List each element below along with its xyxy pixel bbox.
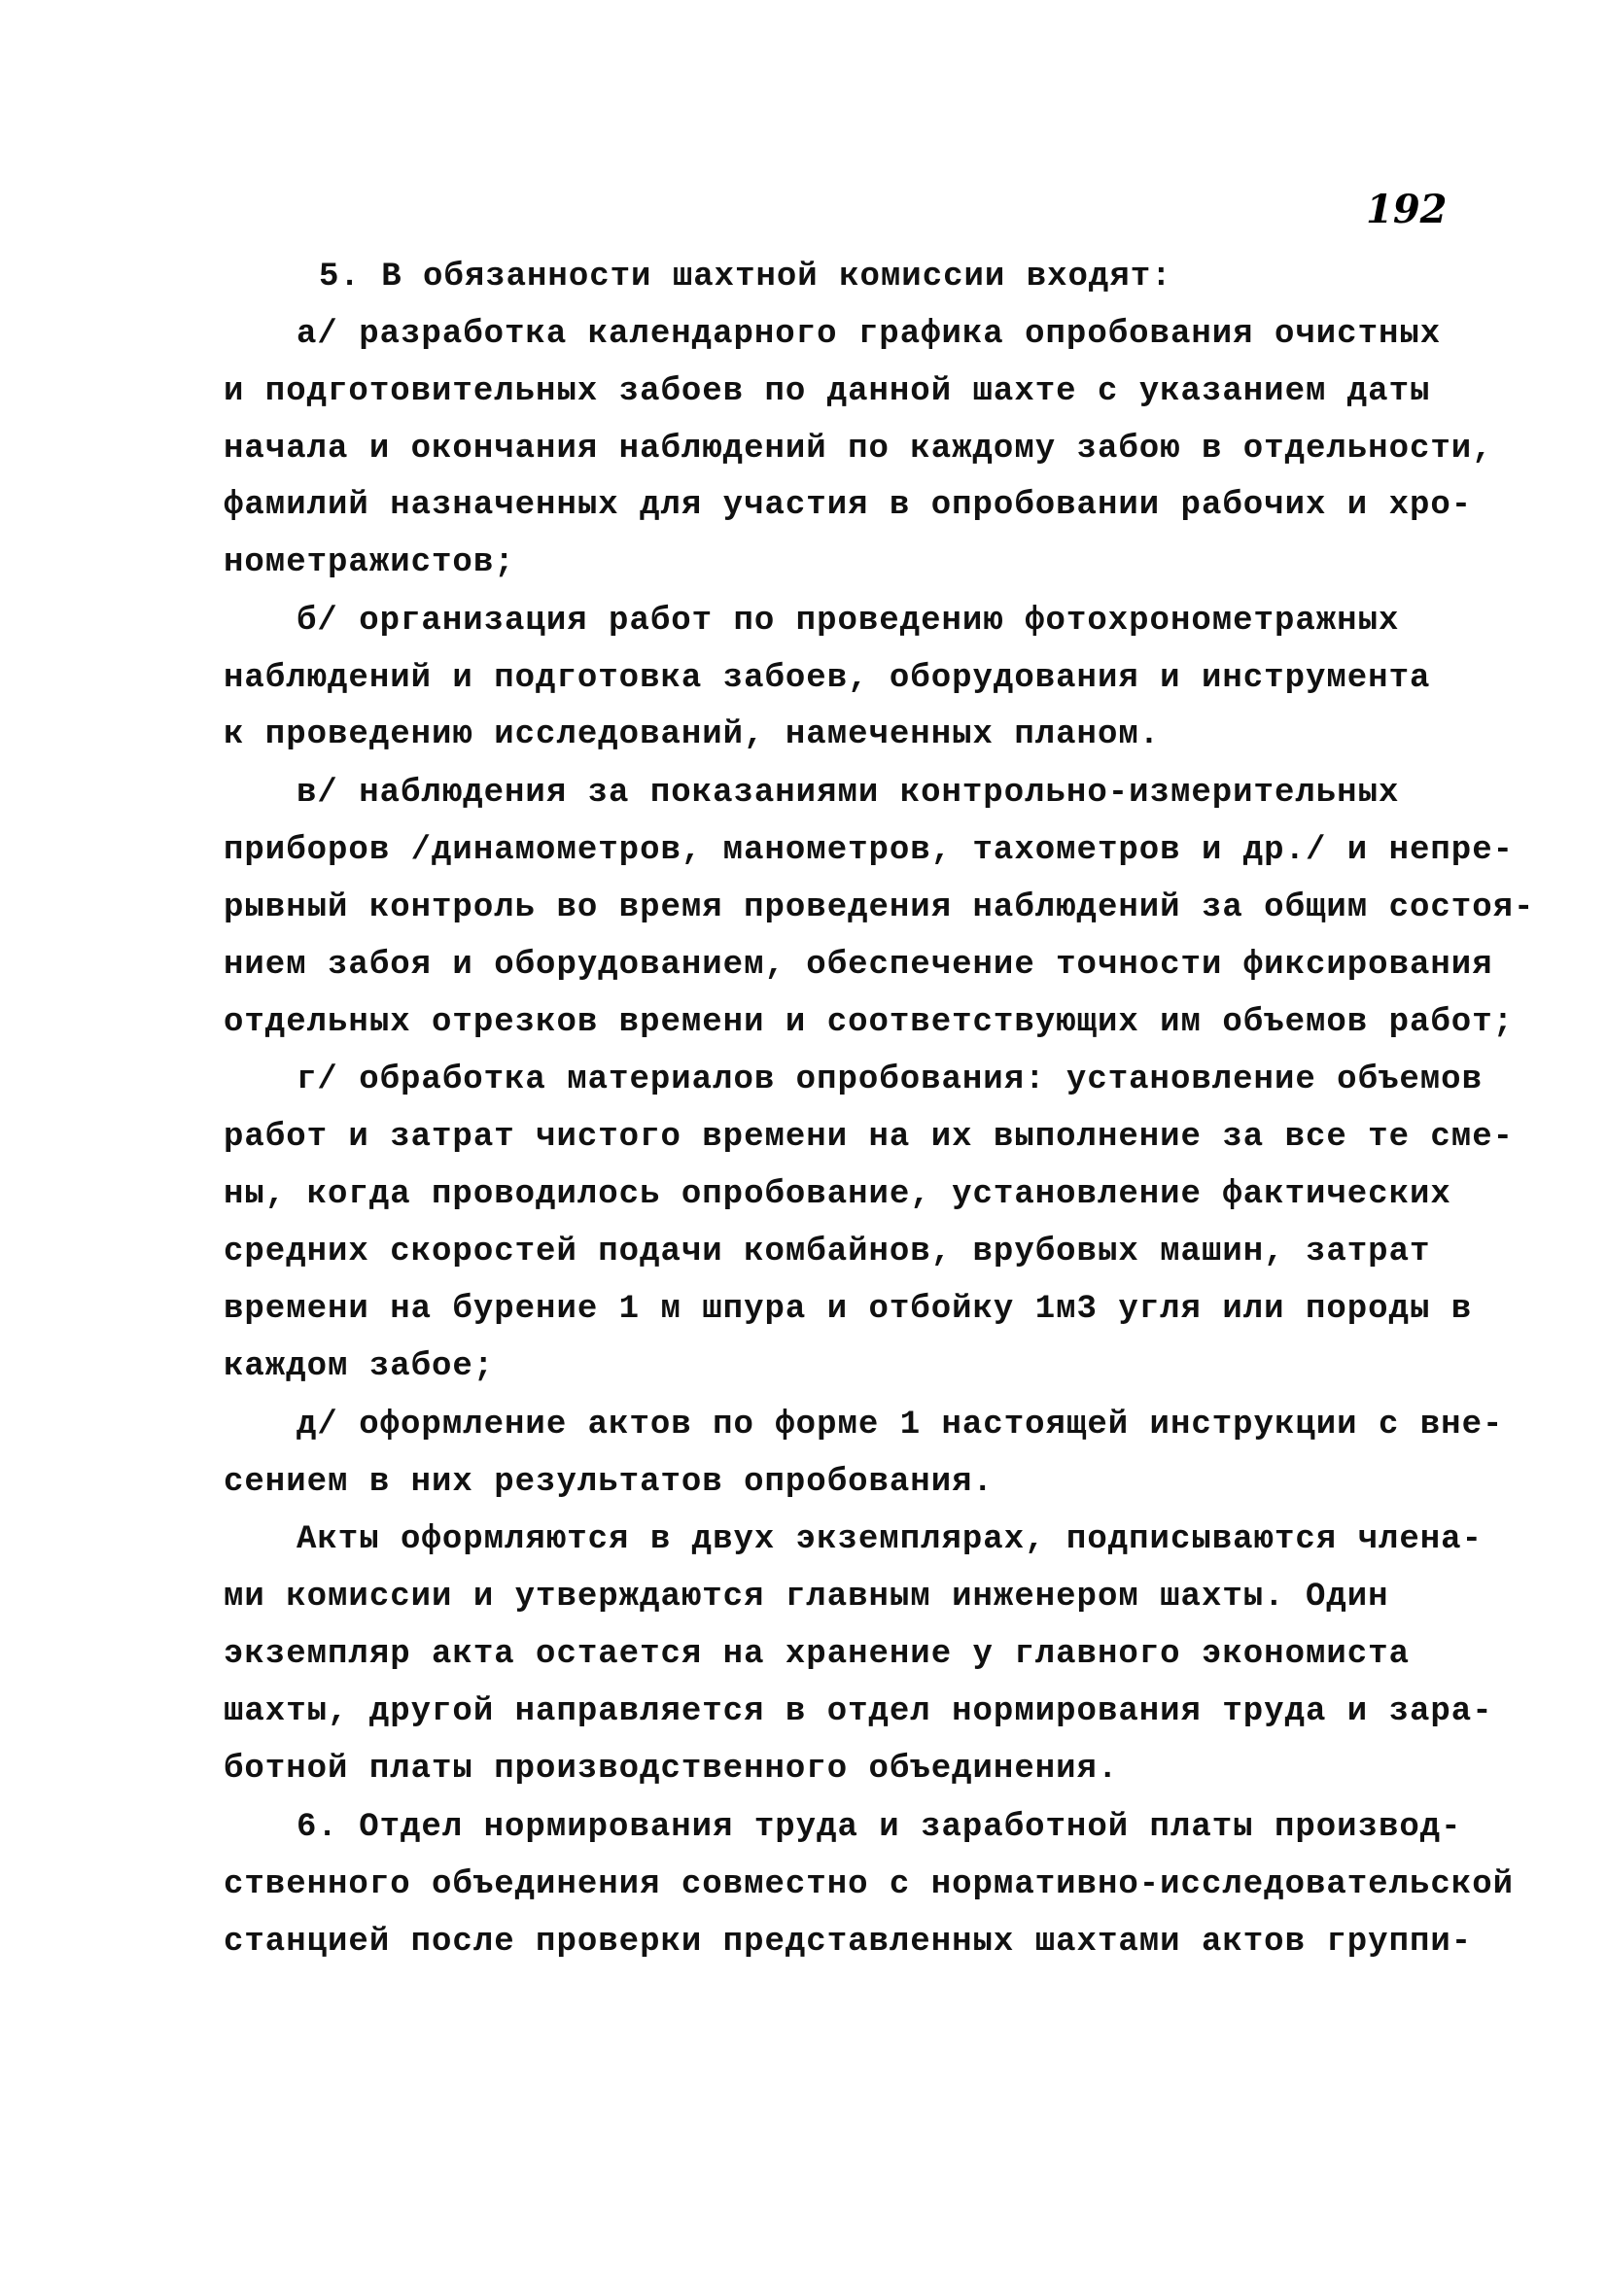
text-line: к проведению исследований, намеченных планом.: [224, 716, 1161, 753]
text-line: и подготовительных забоев по данной шахте с указанием даты: [224, 373, 1431, 410]
text-line: шахты, другой направляется в отдел нормирования труда и зара-: [224, 1693, 1493, 1730]
text-line: ми комиссии и утверждаются главным инженером шахты. Один: [224, 1579, 1389, 1616]
text-line: ны, когда проводилось опробование, установление фактических: [224, 1176, 1451, 1213]
text-line: каждом забое;: [224, 1348, 495, 1385]
text-line: фамилий назначенных для участия в опробовании рабочих и хро-: [224, 487, 1473, 524]
text-line: 6. Отдел нормирования труда и заработной платы производ-: [297, 1809, 1462, 1846]
page-number: 192: [1366, 187, 1448, 232]
text-line: экземпляр акта остается на хранение у главного экономиста: [224, 1636, 1410, 1673]
text-line: г/ обработка материалов опробования: установление объемов: [297, 1061, 1483, 1098]
text-line: 5. В обязанности шахтной комиссии входят:: [319, 259, 1172, 296]
text-line: в/ наблюдения за показаниями контрольно-измерительных: [297, 775, 1400, 812]
text-line: наблюдений и подготовка забоев, оборудования и инструмента: [224, 660, 1431, 697]
text-line: средних скоростей подачи комбайнов, врубовых машин, затрат: [224, 1234, 1431, 1270]
text-line: начала и окончания наблюдений по каждому забою в отдельности,: [224, 431, 1493, 468]
text-line: работ и затрат чистого времени на их выполнение за все те сме-: [224, 1119, 1515, 1156]
text-line: приборов /динамометров, манометров, тахометров и др./ и непре-: [224, 832, 1515, 869]
text-line: ственного объединения совместно с нормативно-исследовательской: [224, 1866, 1515, 1903]
text-line: отдельных отрезков времени и соответствующих им объемов работ;: [224, 1004, 1515, 1041]
text-line: а/ разработка календарного графика опробования очистных: [297, 316, 1442, 353]
text-line: д/ оформление актов по форме 1 настоящей инструкции с вне-: [297, 1407, 1504, 1444]
text-line: ботной платы производственного объединения.: [224, 1751, 1119, 1788]
text-line: Акты оформляются в двух экземплярах, подписываются члена-: [297, 1521, 1483, 1558]
text-line: времени на бурение 1 м шпура и отбойку 1м3 угля или породы в: [224, 1291, 1473, 1328]
text-line: сением в них результатов опробования.: [224, 1464, 994, 1501]
text-line: станцией после проверки представленных шахтами актов группи-: [224, 1924, 1473, 1961]
text-line: нием забоя и оборудованием, обеспечение точности фиксирования: [224, 947, 1493, 984]
text-line: рывный контроль во время проведения наблюдений за общим состоя-: [224, 889, 1535, 926]
text-line: б/ организация работ по проведению фотохронометражных: [297, 603, 1400, 640]
text-line: нометражистов;: [224, 544, 515, 581]
